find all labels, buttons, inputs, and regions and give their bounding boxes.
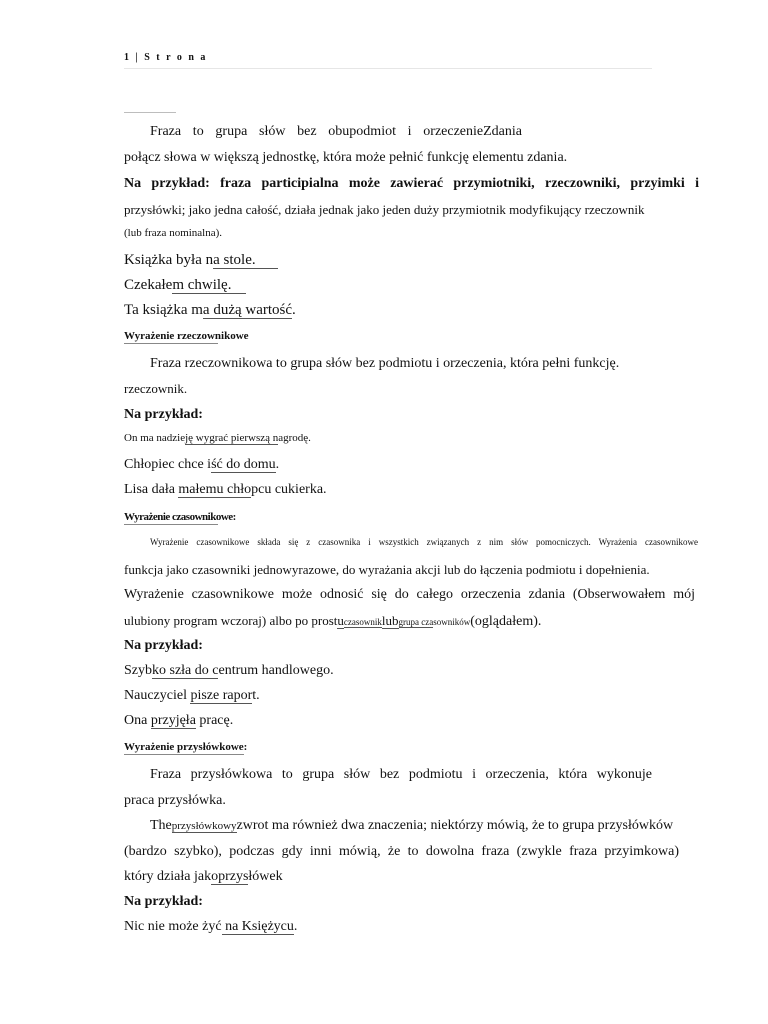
footnote-rule (124, 112, 176, 113)
example-sentence: Ona przyjęła pracę. (124, 713, 234, 728)
example-sentence: Książka była na stole. (124, 252, 279, 268)
example-sentence: Nic nie może żyć na Księżycu. (124, 919, 298, 934)
paragraph-line: praca przysłówka. (124, 793, 226, 808)
paragraph-line: (lub fraza nominalna). (124, 227, 223, 239)
section-heading: Wyrażenie przysłówkowe: (124, 741, 248, 753)
example-sentence: Nauczyciel pisze raport. (124, 688, 260, 703)
example-sentence: Ta książka ma dużą wartość. (124, 302, 296, 318)
paragraph-line: połącz słowa w większą jednostkę, która może pełnić funkcję elementu zdania. (124, 150, 568, 165)
paragraph-line: ulubiony program wczoraj) albo po prostuczasowniklubgrupa czasowników(oglądałem). (124, 613, 542, 629)
paragraph-line: rzeczownik. (124, 381, 188, 396)
paragraph-line: funkcja jako czasowniki jednowyrazowe, do wyrażania akcji lub do łączenia podmiotu i dopełnienia. (124, 562, 650, 577)
example-label: Na przykład: (124, 638, 203, 653)
example-sentence: Chłopiec chce iść do domu. (124, 457, 280, 472)
example-sentence: Czekałem chwilę. (124, 277, 247, 293)
paragraph-line: (bardzo szybko), podczas gdy inni mówią, że to dowolna fraza (zwykle fraza przyimkowa) (124, 844, 679, 859)
paragraph-line: który działa jakoprzysłówek (124, 869, 283, 884)
paragraph-line: Na przykład: fraza participialna może zawierać przymiotniki, rzeczowniki, przyimki i (124, 176, 699, 191)
page-header: 1 | S t r o n a (124, 52, 208, 63)
header-divider (124, 68, 652, 69)
paragraph-line: Wyrażenie czasownikowe składa się z czasownika i wszystkich związanych z nim słów pomocniczych. Wyrażenia czasownikowe (150, 537, 698, 547)
paragraph-line: Wyrażenie czasownikowe może odnosić się do całego orzeczenia zdania (Obserwowałem mój (124, 587, 695, 602)
section-heading: Wyrażenie czasownikowe: (124, 511, 236, 523)
paragraph-line: Fraza przysłówkowa to grupa słów bez podmiotu i orzeczenia, która wykonuje (150, 767, 652, 782)
paragraph-line: Theprzysłówkowyzwrot ma również dwa znaczenia; niektórzy mówią, że to grupa przysłówków (150, 818, 674, 833)
paragraph-line: przysłówki; jako jedna całość, działa jednak jako jeden duży przymiotnik modyfikujący rzeczownik (124, 202, 645, 217)
example-sentence: Szybko szła do centrum handlowego. (124, 663, 334, 678)
example-label: Na przykład: (124, 407, 203, 422)
paragraph-line: Fraza rzeczownikowa to grupa słów bez podmiotu i orzeczenia, która pełni funkcję. (150, 356, 620, 371)
example-sentence: Lisa dała małemu chłopcu cukierka. (124, 482, 327, 497)
example-label: Na przykład: (124, 894, 203, 909)
paragraph-line: Fraza to grupa słów bez obupodmiot i orzeczenieZdania (150, 124, 522, 139)
example-sentence: On ma nadzieję wygrać pierwszą nagrodę. (124, 432, 311, 444)
section-heading: Wyrażenie rzeczownikowe (124, 330, 249, 342)
